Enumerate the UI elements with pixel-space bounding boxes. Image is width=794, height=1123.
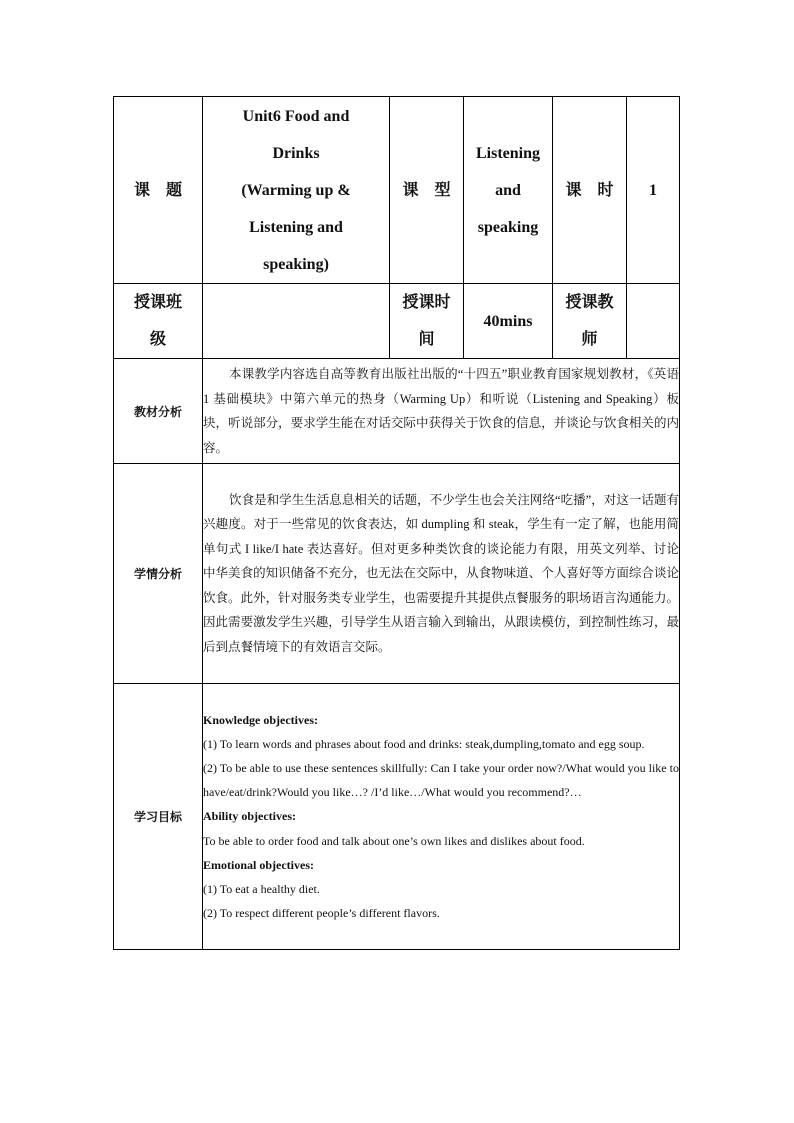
learners-label: 学情分析 bbox=[114, 464, 203, 684]
type-label: 课 型 bbox=[390, 97, 464, 284]
time-value: 40mins bbox=[464, 284, 553, 359]
lesson-plan-table bbox=[113, 96, 680, 950]
table-row bbox=[114, 684, 680, 950]
knowledge-heading: Knowledge objectives: bbox=[203, 712, 318, 727]
ability-item: To be able to order food and talk about one’s own likes and dislikes about food. bbox=[203, 833, 585, 848]
time-label: 授课时 间 bbox=[390, 284, 464, 359]
teacher-label: 授课教 师 bbox=[553, 284, 627, 359]
hours-label: 课 时 bbox=[553, 97, 627, 284]
textbook-label: 教材分析 bbox=[114, 359, 203, 464]
type-value: Listening and speaking bbox=[464, 97, 553, 284]
table-row bbox=[114, 97, 680, 284]
learning-objectives bbox=[203, 684, 680, 950]
textbook-analysis: 本课教学内容选自高等教育出版社出版的“十四五”职业教育国家规划教材，《英语 1 基础模块》中第六单元的热身（Warming Up）和听说（Listening and Speaking）板块，听说部分，要求学生能在对话交际中获得关于饮食的信息，并谈论与饮食相关的内容。 bbox=[203, 359, 680, 464]
objectives-label: 学习目标 bbox=[114, 684, 203, 950]
emotional-item: (2) To respect different people’s different flavors. bbox=[203, 906, 440, 921]
teacher-value bbox=[627, 284, 680, 359]
emotional-item: (1) To eat a healthy diet. bbox=[203, 882, 320, 896]
table-row bbox=[114, 284, 680, 359]
knowledge-item: (1) To learn words and phrases about food and drinks: steak,dumpling,tomato and egg soup. bbox=[203, 736, 645, 751]
table-row bbox=[114, 359, 680, 464]
topic-value: Unit6 Food and Drinks (Warming up & Listening and speaking) bbox=[203, 97, 390, 284]
topic-label: 课 题 bbox=[114, 97, 203, 284]
table-row bbox=[114, 464, 680, 684]
knowledge-item: (2) To be able to use these sentences skillfully: Can I take your order now?/What would you like to have/eat/drink?Would you like…? /I’d like…/What would you recommend?… bbox=[203, 760, 679, 800]
hours-value: 1 bbox=[627, 97, 680, 284]
ability-heading: Ability objectives: bbox=[203, 809, 296, 824]
class-label: 授课班 级 bbox=[114, 284, 203, 359]
learner-analysis: 饮食是和学生生活息息相关的话题，不少学生也会关注网络“吃播”，对这一话题有兴趣度。对于一些常见的饮食表达，如 dumpling 和 steak，学生有一定了解，也能用简单句式 I like/I hate 表达喜好。但对更多种类饮食的谈论能力有限，用英文列举、讨论中华美食的知识储备不充分，也无法在交际中，从食物味道、个人喜好等方面综合谈论饮食。此外，针对服务类专业学生，也需要提升其提供点餐服务的职场语言沟通能力。因此需要激发学生兴趣，引导学生从语言输入到输出，从跟读模仿，到控制性练习，最后到点餐情境下的有效语言交际。 bbox=[203, 464, 680, 684]
emotional-heading: Emotional objectives: bbox=[203, 857, 314, 872]
class-value bbox=[203, 284, 390, 359]
